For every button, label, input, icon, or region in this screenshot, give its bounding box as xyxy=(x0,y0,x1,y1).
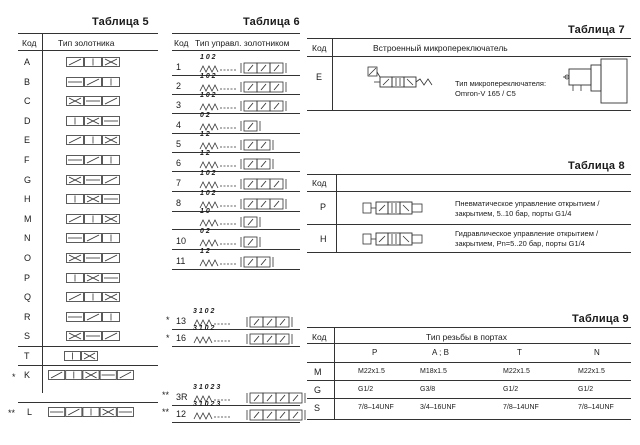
spool-symbol xyxy=(66,134,120,146)
port-header-ab: A ; B xyxy=(432,348,449,357)
table-6-row-code: 3R xyxy=(176,392,188,402)
spool-symbol xyxy=(66,174,120,186)
table-7-title: Таблица 7 xyxy=(568,24,625,36)
position-labels: 1 2 xyxy=(200,150,210,157)
table-6-row-code: 12 xyxy=(176,409,187,419)
table-6-row-code: 6 xyxy=(176,158,182,168)
table-9-row-code: G xyxy=(314,385,322,395)
spool-symbol xyxy=(66,115,120,127)
spool-symbol xyxy=(66,154,120,166)
position-labels: 1 0 xyxy=(200,208,210,215)
table-6-row-code: 10 xyxy=(176,236,187,246)
thread-value: M22x1.5 xyxy=(358,368,385,375)
table-5-row-code: M xyxy=(24,213,32,224)
table-5-row-code: R xyxy=(24,311,31,322)
table-6-row-code: 5 xyxy=(176,139,182,149)
table-5-row-code: E xyxy=(24,135,31,146)
table-6-title: Таблица 6 xyxy=(243,16,300,28)
thread-value: M18x1.5 xyxy=(420,368,447,375)
table-5-col-code: Код xyxy=(22,38,37,48)
table-5-row-code: G xyxy=(24,174,32,185)
position-labels: 3 1 0 2 xyxy=(193,325,215,332)
star-mark: ** xyxy=(162,407,170,417)
microswitch-valve-symbol xyxy=(366,64,436,98)
table-8-desc-3: Гидравлическое управление открытием / xyxy=(455,229,599,238)
table-8-desc-4: закрытием, Pn=5..20 бар, порты G1/4 xyxy=(455,239,585,248)
position-labels: 3 1 0 2 3 xyxy=(193,401,221,408)
control-actuator-symbol xyxy=(192,409,312,421)
table-8-col-code: Код xyxy=(312,178,327,188)
control-actuator-symbol xyxy=(198,216,302,228)
position-labels: 0 2 xyxy=(200,228,210,235)
thread-value: G3/8 xyxy=(420,386,436,393)
thread-value: 7/8–14UNF xyxy=(358,404,394,411)
table-9-row-code: S xyxy=(314,403,321,413)
thread-value: G1/2 xyxy=(503,386,519,393)
spool-symbol xyxy=(66,330,120,342)
table-6-row-code: 11 xyxy=(176,256,186,266)
hydraulic-control-symbol xyxy=(362,230,426,248)
port-header-n: N xyxy=(594,348,600,357)
star-mark: * xyxy=(166,315,170,325)
spool-symbol xyxy=(48,369,134,381)
table-7-col-code: Код xyxy=(312,43,327,53)
table-5-row-code: K xyxy=(24,370,31,380)
thread-value: M22x1.5 xyxy=(503,368,530,375)
table-8-desc-1: Пневматическое управление открытием / xyxy=(455,199,600,208)
control-actuator-symbol xyxy=(198,139,302,151)
table-6-row-code: 3 xyxy=(176,100,182,110)
star-mark: ** xyxy=(8,408,16,418)
spool-symbol xyxy=(64,350,98,362)
spool-symbol xyxy=(66,213,120,225)
position-labels: 1 0 2 xyxy=(200,73,216,80)
spool-symbol xyxy=(66,232,120,244)
table-5-row-code: T xyxy=(24,351,30,361)
spool-symbol xyxy=(48,406,134,418)
spool-symbol xyxy=(66,311,120,323)
table-5-col-type: Тип золотника xyxy=(58,38,115,48)
table-9-col-code: Код xyxy=(312,332,327,342)
star-mark: * xyxy=(12,372,16,382)
spool-symbol xyxy=(66,193,120,205)
table-7-row-code: E xyxy=(316,72,323,82)
table-7-note-2: Omron-V 165 / C5 xyxy=(455,89,516,98)
thread-value: 7/8–14UNF xyxy=(578,404,614,411)
table-5-row-code: B xyxy=(24,76,31,87)
table-5-row-code: P xyxy=(24,272,31,283)
table-8-desc-2: закрытием, 5..10 бар, порты G1/4 xyxy=(455,209,572,218)
control-actuator-symbol xyxy=(198,100,302,112)
control-actuator-symbol xyxy=(198,120,302,132)
spool-symbol xyxy=(66,272,120,284)
table-5-row-code: N xyxy=(24,233,31,244)
port-header-p: P xyxy=(372,348,378,357)
control-actuator-symbol xyxy=(192,333,312,345)
table-5-row-code: A xyxy=(24,57,31,67)
control-actuator-symbol xyxy=(198,236,302,248)
position-labels: 1 0 2 xyxy=(200,54,216,61)
table-5-row-code: Q xyxy=(24,292,32,303)
table-5-row-code: C xyxy=(24,96,31,107)
spool-symbol xyxy=(66,291,120,303)
spool-symbol xyxy=(66,56,120,68)
thread-value: G1/2 xyxy=(358,386,374,393)
table-9-col-type: Тип резьбы в портах xyxy=(426,332,507,342)
control-actuator-symbol xyxy=(198,158,302,170)
position-labels: 1 0 2 xyxy=(200,190,216,197)
thread-value: 3/4–16UNF xyxy=(420,404,456,411)
control-actuator-symbol xyxy=(198,178,302,190)
table-6-row-code: 13 xyxy=(176,316,187,326)
table-6-row-code: 16 xyxy=(176,333,187,343)
thread-value: 7/8–14UNF xyxy=(503,404,539,411)
port-header-t: T xyxy=(517,348,522,357)
table-5-row-code: S xyxy=(24,331,31,342)
table-5-title: Таблица 5 xyxy=(92,16,149,28)
position-labels: 0 2 xyxy=(200,112,210,119)
table-6-col-code: Код xyxy=(174,38,189,48)
table-9-row-code: M xyxy=(314,367,322,377)
table-5-row-code: F xyxy=(24,155,30,165)
position-labels: 3 1 0 2 3 xyxy=(193,384,221,391)
control-actuator-symbol xyxy=(198,198,302,210)
table-8-row-code: H xyxy=(320,234,327,244)
spool-symbol xyxy=(66,252,120,264)
table-8-row-code: P xyxy=(320,202,327,212)
control-actuator-symbol xyxy=(198,256,302,268)
thread-value: M22x1.5 xyxy=(578,368,605,375)
microswitch-drawing xyxy=(563,57,631,107)
position-labels: 1 0 2 xyxy=(200,170,216,177)
table-8-title: Таблица 8 xyxy=(568,160,625,172)
position-labels: 3 1 0 2 xyxy=(193,308,215,315)
position-labels: 1 0 2 xyxy=(200,92,216,99)
table-5-row-code: D xyxy=(24,115,31,126)
table-6-row-code: 8 xyxy=(176,198,182,208)
thread-value: G1/2 xyxy=(578,386,594,393)
table-6-row-code: 1 xyxy=(176,62,182,72)
table-6-col-type: Тип управл. золотником xyxy=(195,38,290,48)
pneumatic-control-symbol xyxy=(362,199,426,217)
star-mark: * xyxy=(166,333,170,343)
spool-symbol xyxy=(66,95,120,107)
table-6-row-code: 2 xyxy=(176,81,182,91)
spool-symbol xyxy=(66,76,120,88)
table-9-title: Таблица 9 xyxy=(572,313,629,325)
star-mark: ** xyxy=(162,390,170,400)
table-5-row-code: O xyxy=(24,253,32,263)
table-7-col-desc: Встроенный микропереключатель xyxy=(373,43,508,53)
table-5-row-code: L xyxy=(27,407,33,417)
position-labels: 1 2 xyxy=(200,131,210,138)
table-5-row-code: H xyxy=(24,194,31,205)
position-labels: 1 2 xyxy=(200,248,210,255)
table-7-note-1: Тип микропереключателя: xyxy=(455,79,547,88)
table-6-row-code: 7 xyxy=(176,178,182,188)
table-6-row-code: 4 xyxy=(176,120,182,130)
